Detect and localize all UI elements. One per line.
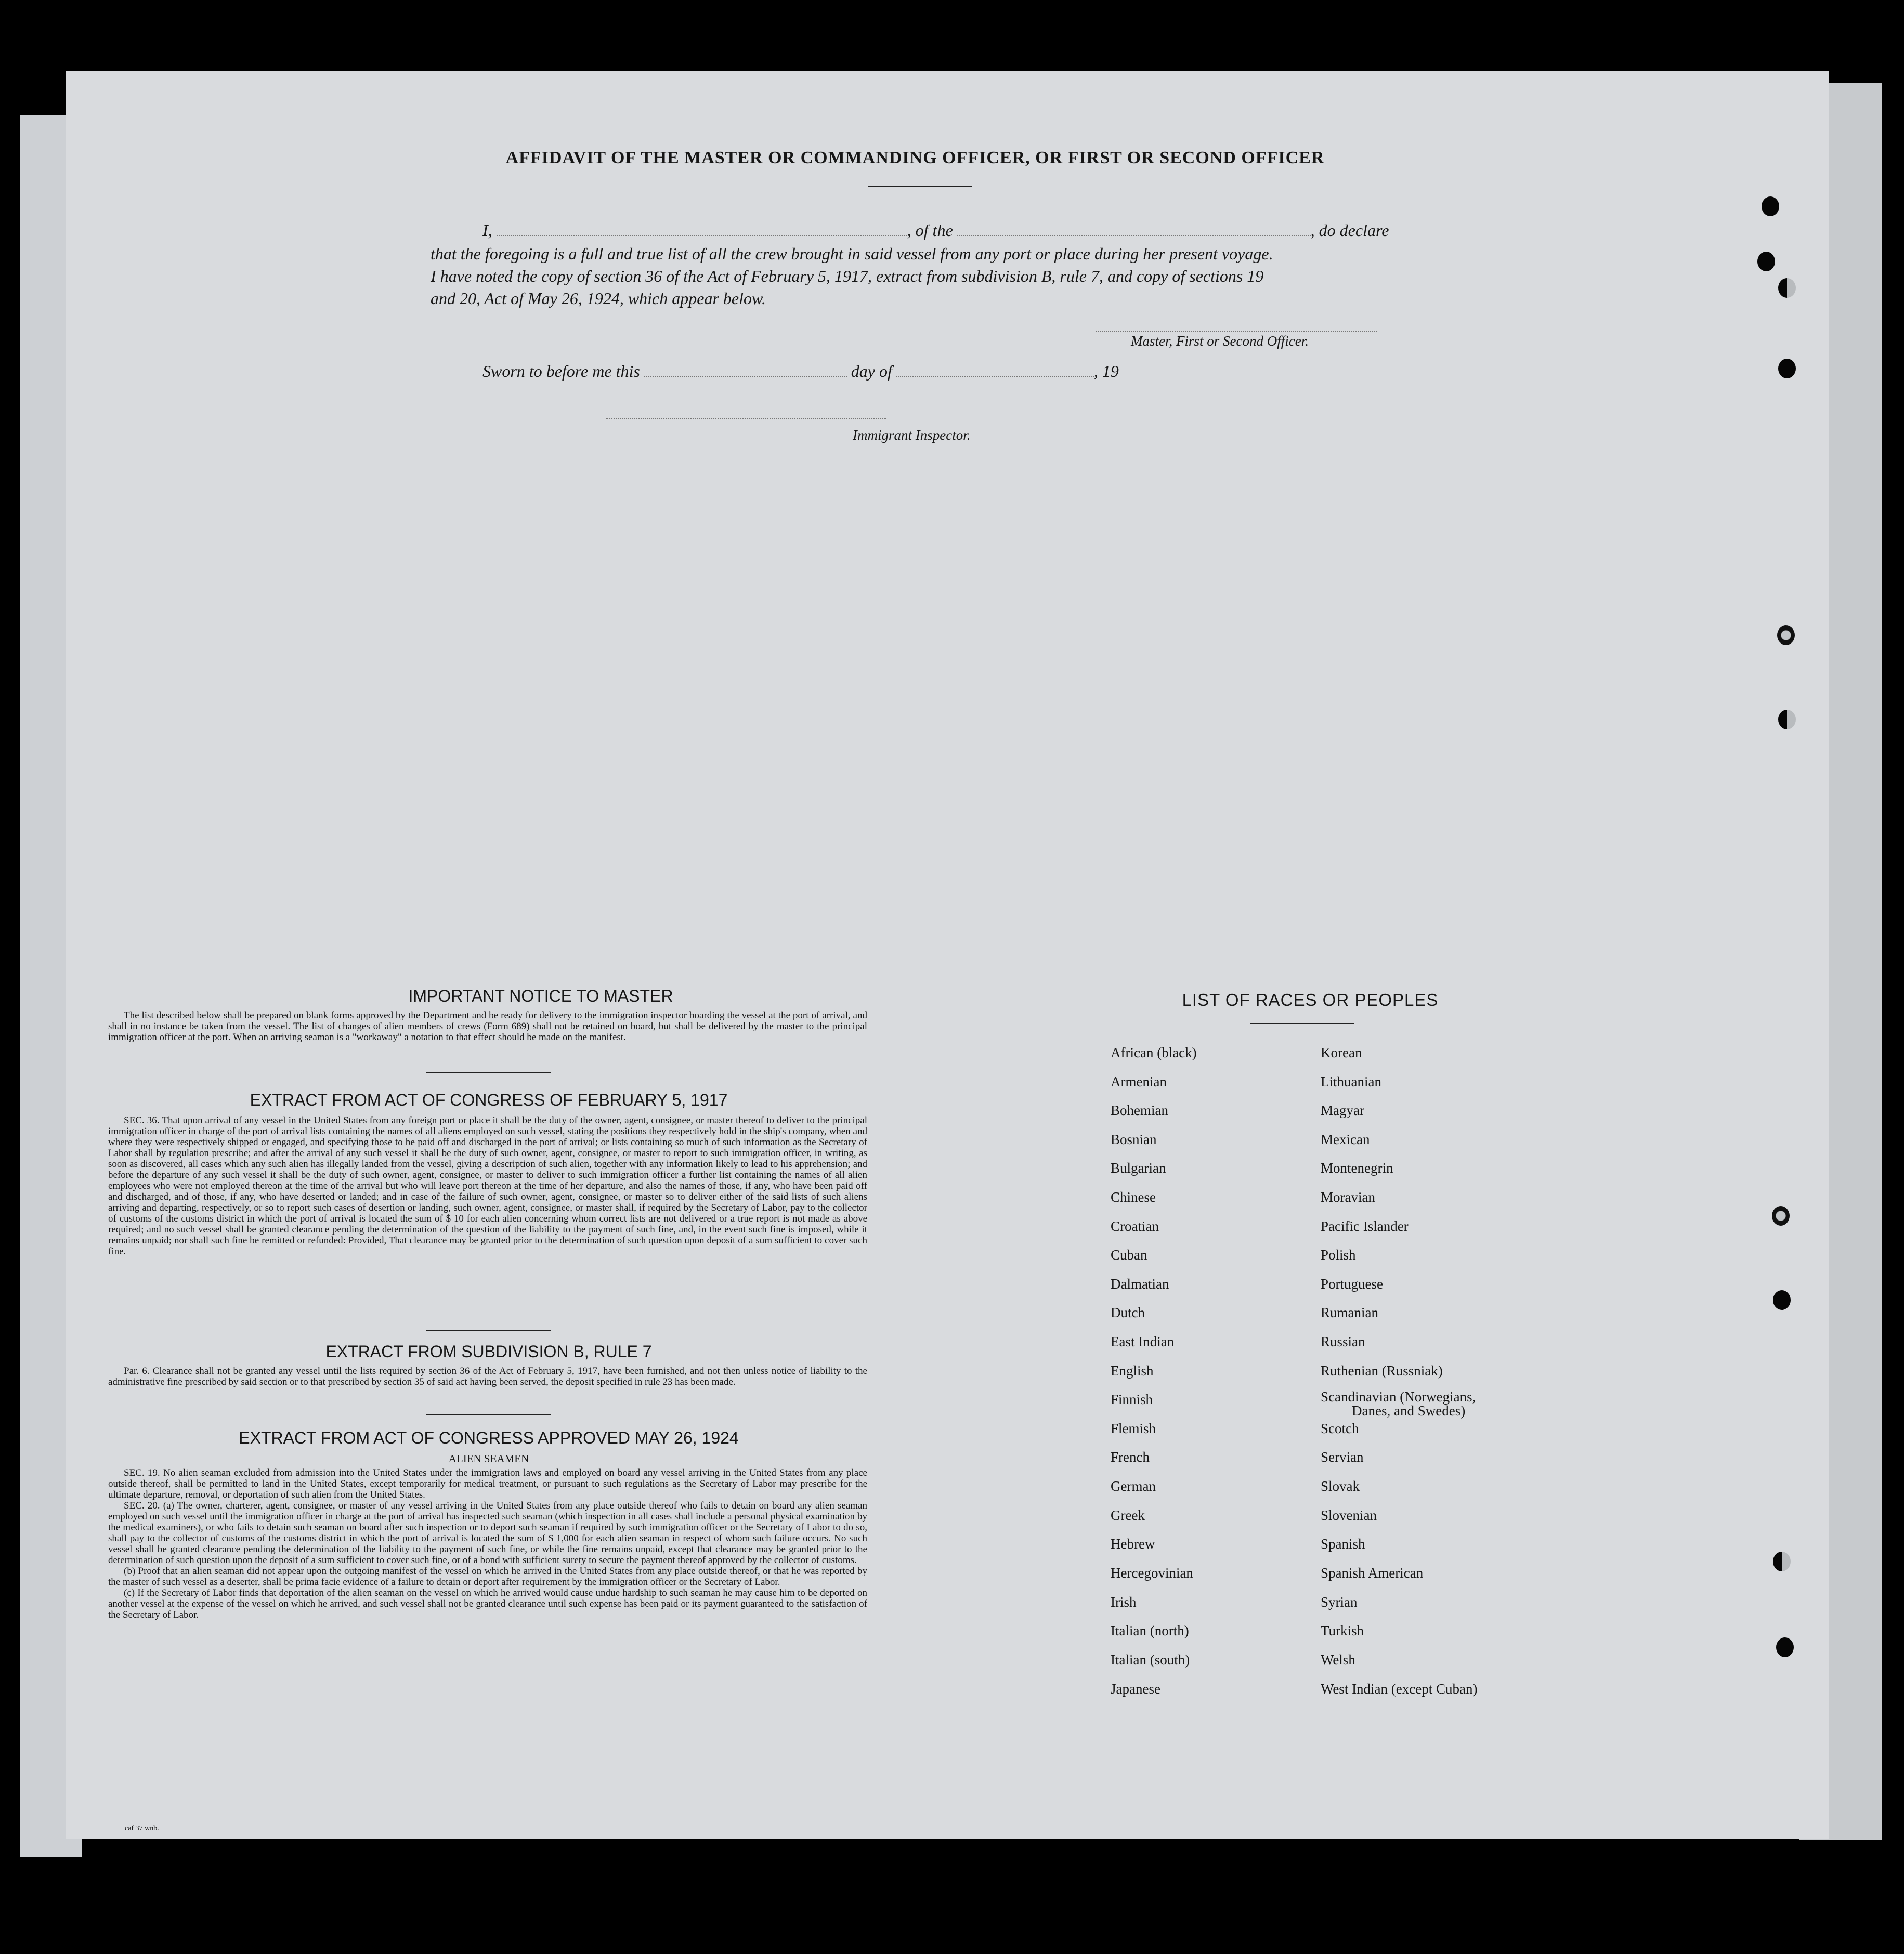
extract-1917-title: EXTRACT FROM ACT OF CONGRESS OF FEBRUARY 5, 1917: [250, 1091, 728, 1109]
race-item: Spanish American: [1321, 1565, 1424, 1581]
race-item: West Indian (except Cuban): [1321, 1681, 1478, 1697]
sec20b-text: (b) Proof that an alien seaman did not appear upon the outgoing manifest of the vessel on which he arrived in the United States from any place outside thereof, or that he was reported by the master of such vessel as a deserter, shall be prima facie evidence of a failure to detain or deport after requirement by the immigration officer or the Secretary of Labor.: [108, 1566, 867, 1588]
race-item: Moravian: [1321, 1189, 1375, 1205]
race-item: Bohemian: [1111, 1103, 1168, 1118]
punch-hole-icon: [1778, 278, 1796, 298]
race-item: Dutch: [1111, 1305, 1145, 1320]
race-item: Japanese: [1111, 1681, 1160, 1697]
race-item: Servian: [1321, 1449, 1364, 1465]
race-item: Scotch: [1321, 1421, 1359, 1436]
race-item: Armenian: [1111, 1074, 1167, 1090]
race-item: Turkish: [1321, 1623, 1364, 1638]
extract-1924-title: EXTRACT FROM ACT OF CONGRESS APPROVED MAY 26, 1924: [239, 1428, 739, 1447]
race-item: Croatian: [1111, 1218, 1159, 1234]
sworn-month-field[interactable]: [896, 376, 1094, 377]
section-divider: [426, 1330, 551, 1331]
inspector-signature-label: Immigrant Inspector.: [853, 427, 971, 443]
race-item: Slovenian: [1321, 1507, 1377, 1523]
race-item: Pacific Islander: [1321, 1218, 1409, 1234]
race-item: Italian (north): [1111, 1623, 1189, 1638]
rule7-text: Par. 6. Clearance shall not be granted any vessel until the lists required by section 36 of the Act of February 5, 1917, have been furnished, and not then unless notice of liability to the administrative fine prescribed by said section or to that prescribed by section 35 of said act having been served, the deposit specified in rule 23 has been made.: [108, 1366, 867, 1387]
races-divider: [1250, 1023, 1354, 1024]
race-item: Syrian: [1321, 1594, 1358, 1610]
title-divider: [868, 186, 972, 187]
notice-text: The list described below shall be prepared on blank forms approved by the Department and be ready for delivery to the immigration inspector boarding the vessel at the port of arrival, and shall in no instance be taken from the vessel. The list of changes of alien members of crews (Form 689) shall not be retained on board, but shall be delivered by the master to the principal immigration officer at the port. When an arriving seaman is a "workaway" a notation to that effect should be made on the manifest.: [108, 1010, 867, 1043]
rule7-body: [108, 1366, 867, 1387]
race-item: Flemish: [1111, 1421, 1156, 1436]
punch-hole-icon: [1776, 1637, 1794, 1657]
i-label: I,: [482, 221, 492, 240]
affidavit-declaration-line: [431, 219, 1413, 242]
punch-hole-icon: [1773, 1290, 1791, 1310]
punch-hole-icon: [1772, 1206, 1790, 1226]
master-signature-line[interactable]: [1096, 331, 1377, 332]
sworn-line: [482, 360, 1210, 383]
race-item: Spanish: [1321, 1536, 1365, 1552]
vessel-field[interactable]: [957, 235, 1311, 236]
of-the-label: , of the: [907, 221, 953, 240]
form-imprint: caf 37 wnb.: [125, 1825, 159, 1832]
race-item: Danes, and Swedes): [1352, 1403, 1466, 1419]
section-divider: [426, 1414, 551, 1415]
notice-body: [108, 1010, 867, 1043]
race-item: Italian (south): [1111, 1652, 1190, 1668]
race-item: Korean: [1321, 1045, 1362, 1060]
race-item: Irish: [1111, 1594, 1137, 1610]
sec20a-text: SEC. 20. (a) The owner, charterer, agent, consignee, or master of any vessel arriving in the United States from any place outside thereof who fails to detain on board any alien seaman employed on such vessel until the immigration officer in charge at the port of arrival has inspected such seaman (which inspection in all cases shall include a personal physical examination by the medical examiners), or who fails to detain such seaman on board after such inspection or to deport such seaman if required by such immigration officer or the Secretary of Labor to do so, shall pay to the collector of customs of the customs district in which the port of arrival is located the sum of $ 1,000 for each alien seaman in respect of whom such failure occurs. No such vessel shall be granted clearance pending the determination of the liability to the payment of such fine, or while the fine remains unpaid, except that clearance may be granted prior to the determination of such question upon the deposit of a sum sufficient to cover such fine, or of a bond with sufficient surety to secure the payment thereof approved by the collector of customs.: [108, 1500, 867, 1566]
race-item: Chinese: [1111, 1189, 1156, 1205]
race-item: Hercegovinian: [1111, 1565, 1193, 1581]
race-item: Mexican: [1321, 1132, 1370, 1147]
sworn-day-field[interactable]: [644, 376, 847, 377]
sworn-label: Sworn to before me this: [482, 362, 640, 381]
punch-hole-icon: [1777, 625, 1795, 645]
race-item: Scandinavian (Norwegians,: [1321, 1389, 1476, 1405]
race-item: Polish: [1321, 1247, 1356, 1263]
race-item: Montenegrin: [1321, 1160, 1393, 1176]
sec20c-text: (c) If the Secretary of Labor finds that deportation of the alien seaman on the vessel on which he arrived would cause undue hardship to such seaman he may cause him to be deported on another vessel at the expense of the vessel on which he arrived, and such vessel shall not be granted clearance until such expense has been paid or its payment guaranteed to the satisfaction of the Secretary of Labor.: [108, 1588, 867, 1620]
race-item: East Indian: [1111, 1334, 1175, 1349]
race-item: Slovak: [1321, 1478, 1360, 1494]
punch-hole-icon: [1757, 252, 1775, 271]
do-declare-label: , do declare: [1310, 221, 1389, 240]
punch-hole-icon: [1778, 359, 1796, 378]
race-item: Ruthenian (Russniak): [1321, 1363, 1443, 1379]
race-item: Dalmatian: [1111, 1276, 1169, 1292]
punch-hole-icon: [1778, 710, 1796, 729]
inspector-signature-line[interactable]: [606, 418, 886, 419]
notice-title: IMPORTANT NOTICE TO MASTER: [408, 987, 673, 1005]
race-item: German: [1111, 1478, 1156, 1494]
race-item: Hebrew: [1111, 1536, 1155, 1552]
sec36-text: SEC. 36. That upon arrival of any vessel in the United States from any foreign port or place it shall be the duty of the owner, agent, consignee, or master thereof to deliver to the principal immigration officer in charge of the port of arrival lists containing the names of all aliens employed on such vessel, stating the positions they respectively hold in the ship's company, when and where they were respectively shipped or engaged, and specifying those to be paid off and discharged in the port of arrival; or lists containing so much of such information as the Secretary of Labor shall by regulation prescribe; and after the arrival of any such vessel it shall be the duty of such owner, agent, consignee, or master to report to such immigration officer, in writing, as soon as discovered, all cases which any such alien has illegally landed from the vessel, giving a description of such alien, together with any information likely to lead to his apprehension; and before the departure of any such vessel it shall be the duty of such owner, agent, consignee, or master to deliver to such immigration officer a further list containing the names of all alien employees who were not employed thereon at the time of the arrival but who will leave port thereon at the time of her departure, and also the names of those, if any, who have been paid off and discharged, and of those, if any, who have deserted or landed; and in case of the failure of such owner, agent, consignee, or master so to deliver either of the said lists of such aliens arriving and departing, respectively, or so to report such cases of desertion or landing, such owner, agent, consignee, or master shall, if required by the Secretary of Labor, pay to the collector of customs of the customs district in which the port of arrival is located the sum of $ 10 for each alien concerning whom correct lists are not delivered or a true report is not made as above required; and no such vessel shall be granted clearance pending the determination of the question of the liability to the payment of such fine, and, in the event such fine is imposed, while it remains unpaid; nor shall such fine be remitted or refunded: Provided, That clearance may be granted prior to the determination of such question upon deposit of a sum sufficient to cover such fine.: [108, 1115, 867, 1257]
race-item: Welsh: [1321, 1652, 1355, 1668]
race-item: Cuban: [1111, 1247, 1147, 1263]
race-item: Bulgarian: [1111, 1160, 1166, 1176]
affidavit-title: AFFIDAVIT OF THE MASTER OR COMMANDING OFFICER, OR FIRST OR SECOND OFFICER: [505, 148, 1325, 167]
name-field[interactable]: [497, 235, 907, 236]
race-item: Greek: [1111, 1507, 1145, 1523]
race-item: Magyar: [1321, 1103, 1364, 1118]
races-title: LIST OF RACES OR PEOPLES: [1182, 990, 1439, 1009]
race-item: French: [1111, 1449, 1150, 1465]
race-item: African (black): [1111, 1045, 1197, 1060]
race-item: Rumanian: [1321, 1305, 1378, 1320]
affidavit-line-2: I have noted the copy of section 36 of the Act of February 5, 1917, extract from subdivision B, rule 7, and copy of sections 19: [431, 267, 1264, 285]
day-of-label: day of: [851, 362, 892, 381]
extract-1924-body: [108, 1467, 867, 1620]
race-item: English: [1111, 1363, 1154, 1379]
alien-seamen-subtitle: ALIEN SEAMEN: [448, 1452, 529, 1465]
race-item: Bosnian: [1111, 1132, 1157, 1147]
sec19-text: SEC. 19. No alien seaman excluded from admission into the United States under the immigration laws and employed on board any vessel arriving in the United States from any place outside thereof, shall be permitted to land in the United States, except temporarily for medical treatment, or pursuant to such regulations as the Secretary of Labor may prescribe for the ultimate departure, removal, or deportation of such alien from the United States.: [108, 1467, 867, 1500]
race-item: Russian: [1321, 1334, 1365, 1349]
affidavit-line-3: and 20, Act of May 26, 1924, which appear below.: [431, 289, 766, 308]
race-item: Finnish: [1111, 1392, 1153, 1407]
year-label: , 19: [1093, 362, 1119, 381]
master-signature-label: Master, First or Second Officer.: [1131, 333, 1309, 349]
punch-hole-icon: [1762, 196, 1779, 216]
section-divider: [426, 1072, 551, 1073]
rule7-title: EXTRACT FROM SUBDIVISION B, RULE 7: [325, 1342, 652, 1361]
extract-1917-body: [108, 1115, 867, 1257]
affidavit-line-1: that the foregoing is a full and true list of all the crew brought in said vessel from any port or place during her present voyage.: [431, 244, 1273, 263]
punch-hole-icon: [1773, 1552, 1791, 1571]
race-item: Lithuanian: [1321, 1074, 1381, 1090]
race-item: Portuguese: [1321, 1276, 1383, 1292]
